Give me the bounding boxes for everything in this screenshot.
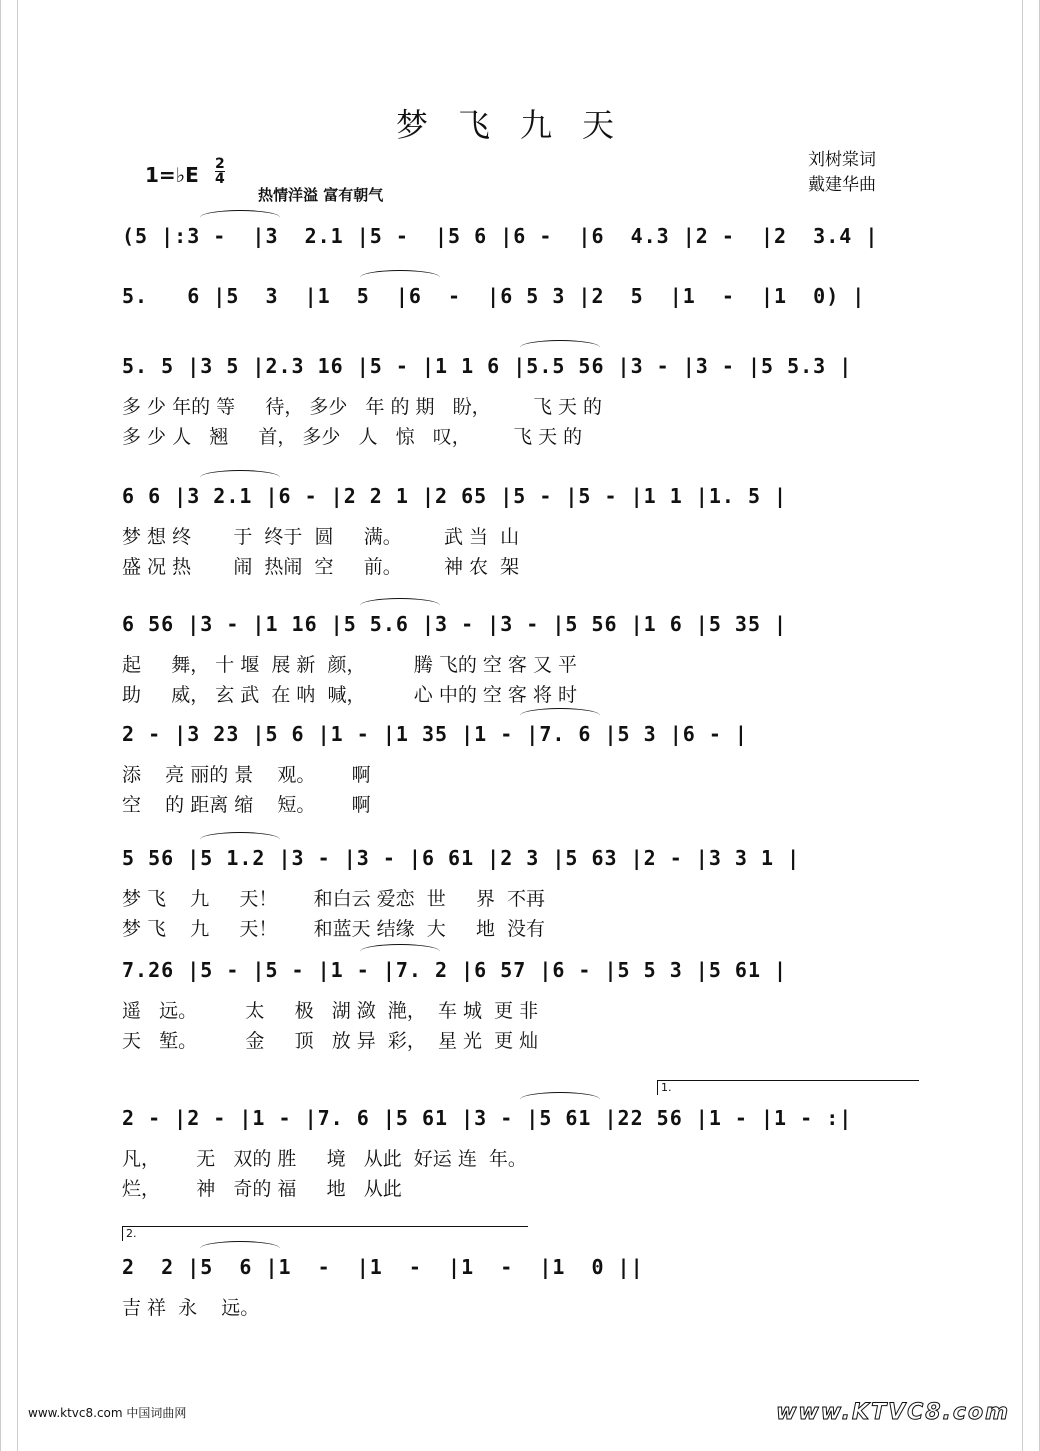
notation-row: 5. 6 |5 3 |1 5 |6 - |6 5 3 |2 5 |1 - |1 0) | bbox=[122, 284, 866, 308]
slur-mark bbox=[360, 270, 440, 285]
slur-mark bbox=[200, 1241, 280, 1256]
notation-row: 6 6 |3 2.1 |6 - |2 2 1 |2 65 |5 - |5 - |1 1 |1. 5 | bbox=[122, 484, 788, 508]
notation-row: 2 - |3 23 |5 6 |1 - |1 35 |1 - |7. 6 |5 3 |6 - | bbox=[122, 722, 748, 746]
composer: 戴建华曲 bbox=[808, 175, 876, 195]
slur-mark bbox=[520, 1092, 600, 1107]
song-title: 梦飞九天 bbox=[395, 106, 644, 144]
slur-mark bbox=[520, 708, 600, 723]
first-ending-bracket: 1. bbox=[657, 1080, 919, 1095]
notation-row: 2 2 |5 6 |1 - |1 - |1 - |1 0 || bbox=[122, 1255, 644, 1279]
left-margin-strip bbox=[0, 0, 18, 1451]
lyric-line: 梦 飞 九 天！ 和白云 爱恋 世 界 不再 bbox=[122, 888, 546, 910]
slur-mark bbox=[360, 598, 440, 613]
lyric-line: 多 少 年的 等 待， 多少 年 的 期 盼， 飞 天 的 bbox=[122, 396, 603, 418]
tempo-marking: 热情洋溢 富有朝气 bbox=[258, 186, 384, 204]
key-signature: 1=♭E bbox=[145, 163, 199, 187]
slur-mark bbox=[360, 944, 440, 959]
right-margin-strip bbox=[1022, 0, 1040, 1451]
lyricist: 刘树棠词 bbox=[808, 150, 876, 170]
slur-mark bbox=[200, 210, 280, 225]
lyric-line: 天 堑。 金 顶 放 异 彩， 星 光 更 灿 bbox=[122, 1030, 539, 1052]
notation-row: 6 56 |3 - |1 16 |5 5.6 |3 - |3 - |5 56 |1 6 |5 35 | bbox=[122, 612, 788, 636]
notation-row: 5 56 |5 1.2 |3 - |3 - |6 61 |2 3 |5 63 |2 - |3 3 1 | bbox=[122, 846, 801, 870]
lyric-line: 烂， 神 奇的 福 地 从此 bbox=[122, 1178, 402, 1200]
notation-row: 2 - |2 - |1 - |7. 6 |5 61 |3 - |5 61 |22 56 |1 - |1 - :| bbox=[122, 1106, 853, 1130]
lyric-line: 多 少 人 翘 首， 多少 人 惊 叹， 飞 天 的 bbox=[122, 426, 583, 448]
lyric-line: 吉 祥 永 远。 bbox=[122, 1297, 260, 1319]
slur-mark bbox=[200, 832, 280, 847]
notation-row: (5 |:3 - |3 2.1 |5 - |5 6 |6 - |6 4.3 |2 - |2 3.4 | bbox=[122, 224, 879, 248]
lyric-line: 起 舞， 十 堰 展 新 颜， 腾 飞的 空 客 又 平 bbox=[122, 654, 577, 676]
lyric-line: 助 威， 玄 武 在 呐 喊， 心 中的 空 客 将 时 bbox=[122, 684, 577, 706]
time-sig-bottom: 4 bbox=[215, 171, 225, 187]
time-signature bbox=[215, 157, 225, 186]
slur-mark bbox=[520, 340, 600, 355]
notation-row: 7.26 |5 - |5 - |1 - |7. 2 |6 57 |6 - |5 5 3 |5 61 | bbox=[122, 958, 788, 982]
lyric-line: 梦 想 终 于 终于 圆 满。 武 当 山 bbox=[122, 526, 520, 548]
second-ending-bracket: 2. bbox=[122, 1226, 528, 1241]
notation-row: 5. 5 |3 5 |2.3 16 |5 - |1 1 6 |5.5 56 |3 - |3 - |5 5.3 | bbox=[122, 354, 853, 378]
site-logo: www.KTVC8.com bbox=[776, 1400, 1010, 1425]
lyric-line: 添 亮 丽的 景 观。 啊 bbox=[122, 764, 371, 786]
lyric-line: 凡， 无 双的 胜 境 从此 好运 连 年。 bbox=[122, 1148, 527, 1170]
lyric-line: 梦 飞 九 天！ 和蓝天 结缘 大 地 没有 bbox=[122, 918, 546, 940]
lyric-line: 盛 况 热 闹 热闹 空 前。 神 农 架 bbox=[122, 556, 520, 578]
footer-site: www.ktvc8.com 中国词曲网 bbox=[28, 1406, 187, 1420]
time-sig-top: 2 bbox=[215, 156, 225, 172]
lyric-line: 空 的 距离 缩 短。 啊 bbox=[122, 794, 371, 816]
lyric-line: 遥 远。 太 极 湖 潋 滟， 车 城 更 非 bbox=[122, 1000, 539, 1022]
slur-mark bbox=[200, 470, 280, 485]
